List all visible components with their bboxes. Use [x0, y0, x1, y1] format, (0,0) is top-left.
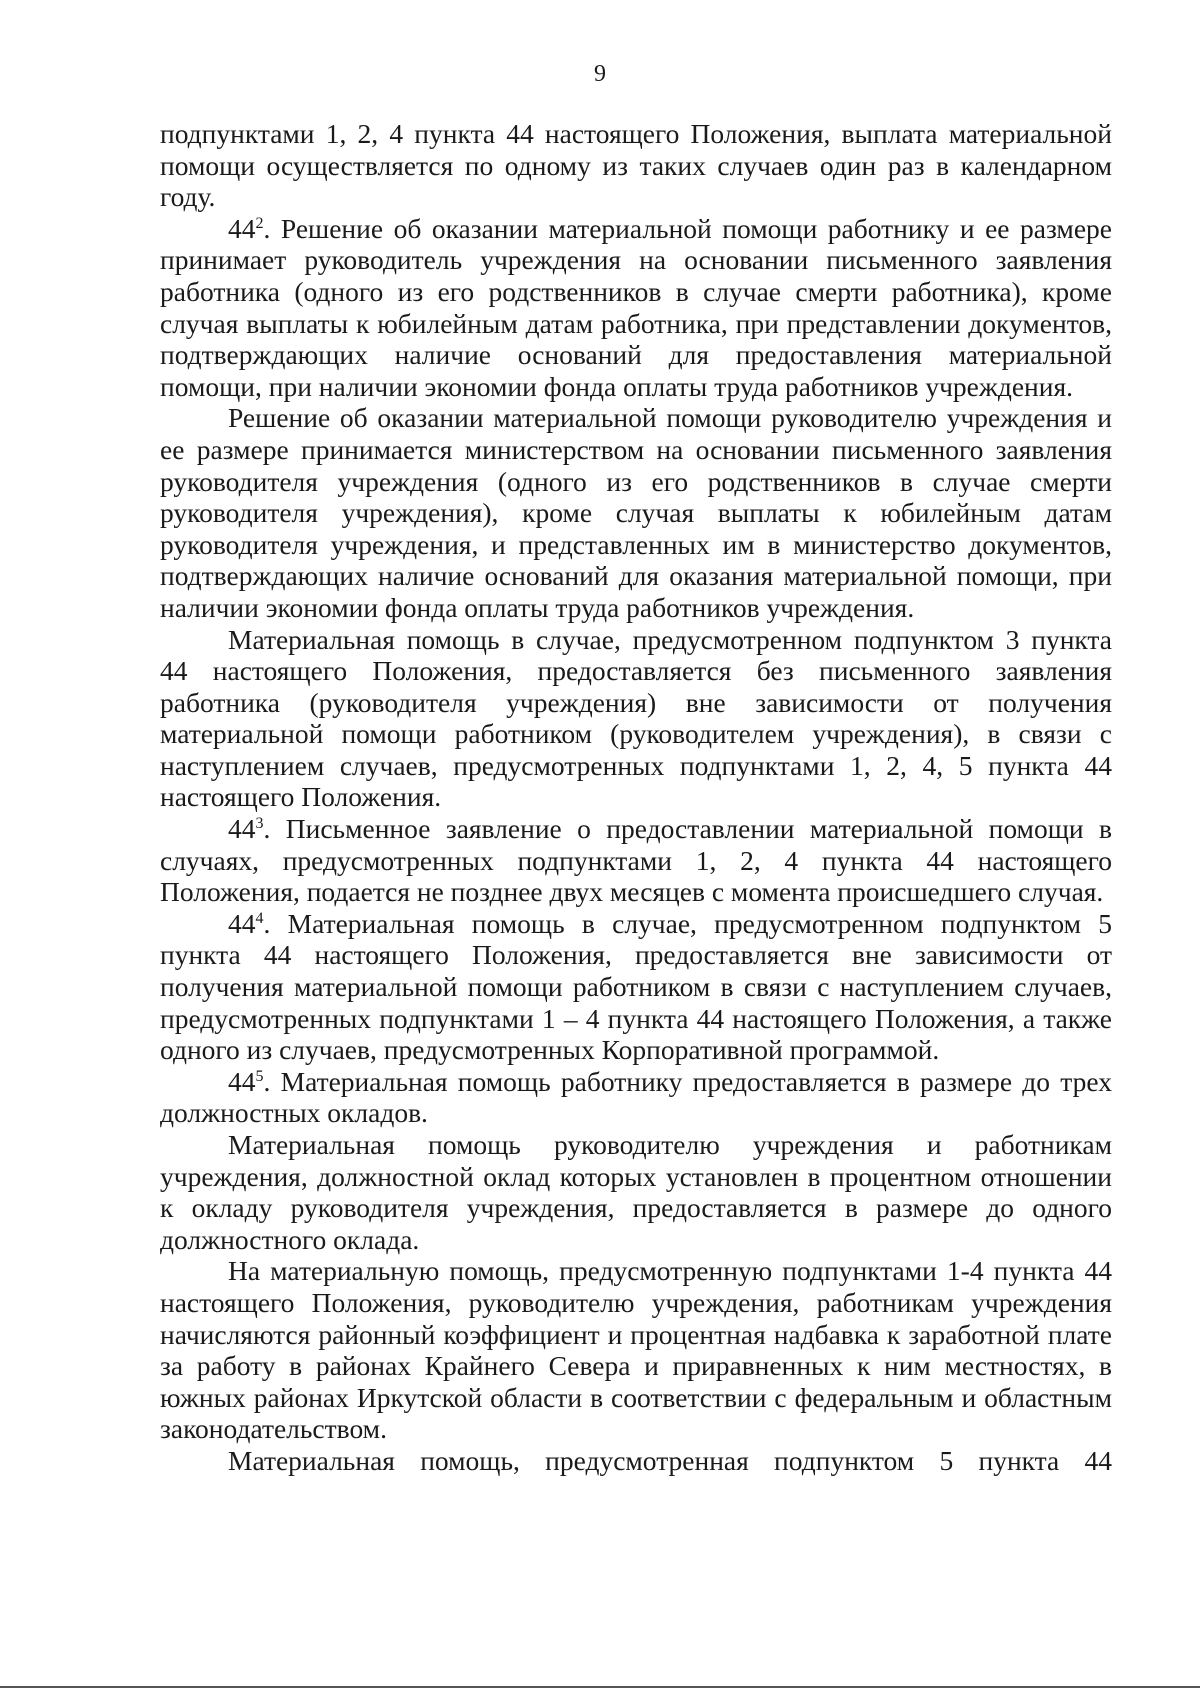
paragraph-final [160, 1445, 1112, 1477]
clause-44-2 [160, 213, 1112, 403]
paragraph-text: Материальная помощь, предусмотренная подпунктом 5 пункта 44 [228, 1444, 1112, 1476]
clause-number: 44 [228, 907, 256, 939]
paragraph [160, 402, 1112, 623]
clause-superscript: 4 [255, 909, 264, 927]
paragraph-text: . Письменное заявление о предоставлении материальной помощи в случаях, предусмотренных подпунктами 1, 2, 4 пункта 44 настоящего Положения, подается не позднее двух месяцев с момента происшедшего случая. [160, 813, 1112, 908]
paragraph-text: . Материальная помощь работнику предоставляется в размере до трех должностных окладов. [160, 1065, 1112, 1129]
clause-44-5 [160, 1066, 1112, 1129]
page-number: 9 [594, 61, 606, 87]
paragraph [160, 1129, 1112, 1255]
paragraph-continuation [160, 118, 1112, 213]
clause-number: 44 [228, 813, 256, 845]
paragraph-text: Материальная помощь в случае, предусмотренном подпунктом 3 пункта 44 настоящего Положения, предоставляется без письменного заявления работника (руководителя учреждения) вне зависимости от получения материальной помощи работником (руководителем учреждения), в связи с наступлением случаев, предусмотренных подпунктами 1, 2, 4, 5 пункта 44 настоящего Положения. [160, 623, 1112, 813]
paragraph-text: . Решение об оказании материальной помощи работнику и ее размере принимает руководитель учреждения на основании письменного заявления работника (одного из его родственников в случае смерти работника), кроме случая выплаты к юбилейным датам работника, при представлении документов, подтверждающих наличие оснований для предоставления материальной помощи, при наличии экономии фонда оплаты труда работников учреждения. [160, 212, 1112, 402]
paragraph-text: Решение об оказании материальной помощи руководителю учреждения и ее размере принимается министерством на основании письменного заявления руководителя учреждения (одного из его родственников в случае смерти руководителя учреждения), кроме случая выплаты к юбилейным датам руководителя учреждения, и представленных им в министерство документов, подтверждающих наличие оснований для оказания материальной помощи, при наличии экономии фонда оплаты труда работников учреждения. [160, 402, 1112, 623]
clause-44-4 [160, 908, 1112, 1066]
paragraph-text: Материальная помощь руководителю учреждения и работникам учреждения, должностной оклад которых установлен в процентном отношении к окладу руководителя учреждения, предоставляется в размере до одного должностного оклада. [160, 1129, 1112, 1255]
clause-superscript: 2 [255, 214, 264, 232]
clause-superscript: 5 [255, 1067, 264, 1085]
paragraph-text: . Материальная помощь в случае, предусмотренном подпунктом 5 пункта 44 настоящего Положения, предоставляется вне зависимости от получения материальной помощи работником в связи с наступлением случаев, предусмотренных подпунктами 1 – 4 пункта 44 настоящего Положения, а также одного из случаев, предусмотренных Корпоративной программой. [160, 907, 1112, 1066]
page-bottom-edge [0, 1686, 1200, 1688]
paragraph-text: На материальную помощь, предусмотренную подпунктами 1-4 пункта 44 настоящего Положения, руководителю учреждения, работникам учреждения начисляются районный коэффициент и процентная надбавка к заработной плате за работу в районах Крайнего Севера и приравненных к ним местностях, в южных районах Иркутской области в соответствии с федеральным и областным законодательством. [160, 1255, 1112, 1445]
clause-number: 44 [228, 212, 256, 244]
clause-number: 44 [228, 1065, 256, 1097]
paragraph [160, 1255, 1112, 1445]
paragraph-text: подпунктами 1, 2, 4 пункта 44 настоящего Положения, выплата материальной помощи осуществляется по одному из таких случаев один раз в календарном году. [160, 118, 1112, 213]
clause-superscript: 3 [255, 815, 264, 833]
paragraph [160, 624, 1112, 814]
clause-44-3 [160, 813, 1112, 908]
document-body [160, 118, 1112, 1477]
